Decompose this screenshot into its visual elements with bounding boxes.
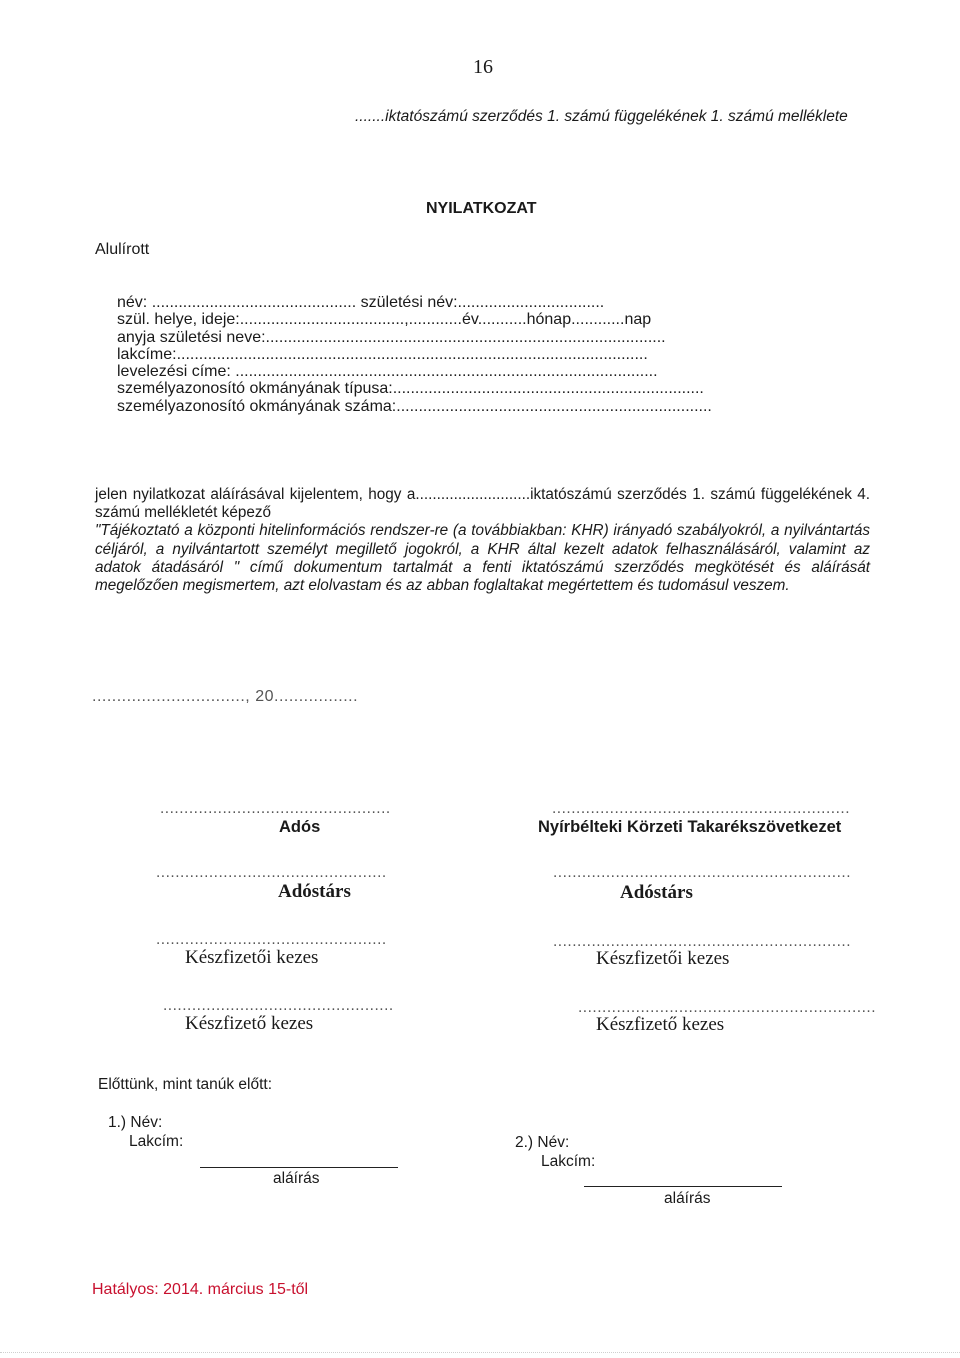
field-address: lakcíme:.......................................................................................................... [117, 345, 648, 363]
witness-2-name: 2.) Név: [515, 1134, 570, 1151]
intro-text: Alulírott [95, 241, 150, 258]
codebtor-left-label: Adóstárs [278, 881, 351, 902]
date-line: ..............................., 20................. [92, 688, 359, 705]
codebtor-right-label: Adóstárs [620, 882, 693, 903]
debtor-signature-dots: ................................................ [160, 800, 391, 817]
statement-quote: "Tájékoztató a központi hitelinformációs rendszer-re (a továbbiakban: KHR) irányadó szabályokról, a nyilvántartás céljáról, a nyilvántartott személyt megillető jogokról, a KHR által kezelt adatok felhasználásáról, valamint az adatok átadásáról " című dokumentum tartalmát a fenti iktatószámú szerződés megkötését és aláírását megelőzően megismertem, azt elolvastam és az abban foglaltakat megértettem és tudomásul veszem. [95, 522, 870, 595]
witness-1-signature-label: aláírás [273, 1170, 320, 1187]
effective-date: Hatályos: 2014. március 15-től [92, 1281, 309, 1298]
bank-label: Nyírbélteki Körzeti Takarékszövetkezet [538, 818, 842, 836]
bank-signature-dots: .............................................................. [552, 800, 850, 817]
codebtor-right-dots: .............................................................. [553, 864, 851, 881]
witness-1-name: 1.) Név: [108, 1114, 163, 1131]
scan-edge-divider [0, 1352, 960, 1354]
witnesses-intro: Előttünk, mint tanúk előtt: [98, 1076, 273, 1093]
header-note: .......iktatószámú szerződés 1. számú függelékének 1. számú melléklete [355, 108, 848, 125]
field-id-type: személyazonosító okmányának típusa:...................................................................... [117, 380, 704, 398]
witness-1-signature-line [200, 1167, 398, 1168]
witness-2-signature-label: aláírás [664, 1190, 711, 1207]
statement-paragraph [95, 486, 870, 595]
field-name: név: .............................................. születési név:................................. [117, 294, 605, 311]
field-birth: szül. helye, ideje:.....................................,............év...........hónap............nap [117, 311, 652, 329]
field-mother-name: anyja születési neve:.......................................................................................... [117, 328, 666, 346]
witness-1-address: Lakcím: [129, 1133, 184, 1150]
field-mailing-address: levelezési címe: ............................................................................................... [117, 363, 658, 381]
witness-2-signature-line [584, 1186, 782, 1187]
guarantor-1-right-label: Készfizetői kezes [596, 948, 730, 969]
personal-data-fields [117, 294, 712, 415]
witness-2-address: Lakcím: [541, 1153, 596, 1170]
guarantor-1-right-dots: .............................................................. [553, 933, 851, 950]
statement-line-1: jelen nyilatkozat aláírásával kijelentem, hogy a...........................iktatószámú szerződés 1. számú függelékének 4. számú mellékletét képező [95, 486, 870, 522]
guarantor-2-right-dots: .............................................................. [578, 999, 876, 1016]
debtor-label: Adós [279, 818, 321, 836]
guarantor-2-left-dots: ................................................ [163, 997, 394, 1014]
guarantor-2-right-label: Készfizető kezes [596, 1014, 725, 1035]
codebtor-left-dots: ................................................ [156, 864, 387, 881]
page-number: 16 [473, 56, 493, 78]
field-id-number: személyazonosító okmányának száma:....................................................................... [117, 397, 712, 415]
guarantor-1-left-label: Készfizetői kezes [185, 947, 319, 968]
guarantor-1-left-dots: ................................................ [156, 931, 387, 948]
guarantor-2-left-label: Készfizető kezes [185, 1013, 314, 1034]
document-title: NYILATKOZAT [426, 200, 537, 217]
